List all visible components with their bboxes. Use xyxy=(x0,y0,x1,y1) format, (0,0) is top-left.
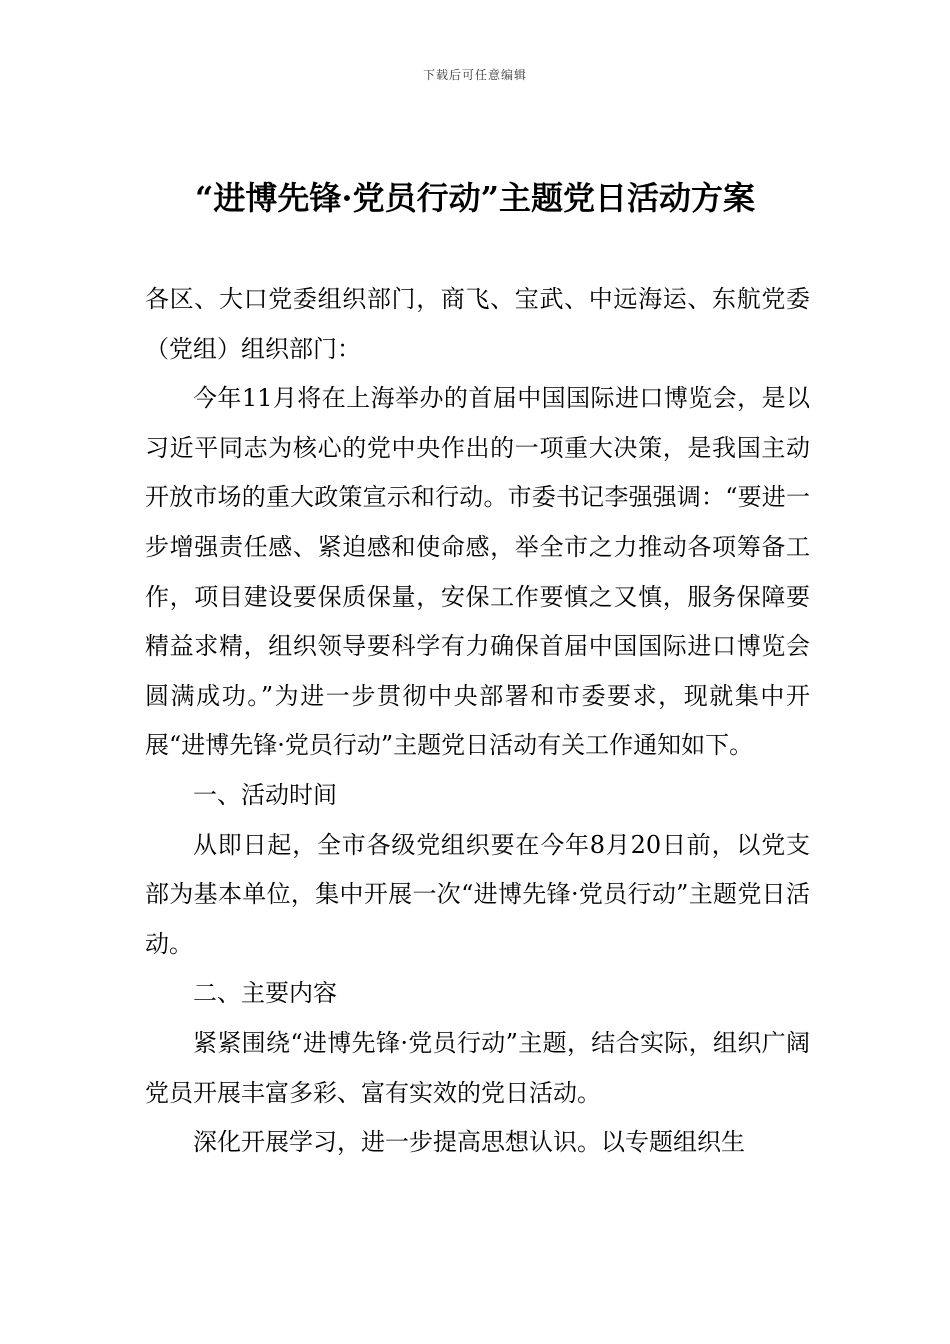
header-note: 下载后可任意编辑 xyxy=(422,68,527,82)
time-paragraph: 从即日起，全市各级党组织要在今年8月20日前，以党支部为基本单位，集中开展一次“进博先锋·党员行动”主题党日活动。 xyxy=(145,830,810,958)
section-heading-time: 一、活动时间 xyxy=(193,780,337,809)
document-body xyxy=(145,275,810,1168)
section-heading-content: 二、主要内容 xyxy=(193,979,337,1008)
salutation-paragraph: 各区、大口党委组织部门，商飞、宝武、中远海运、东航党委（党组）组织部门： xyxy=(145,285,810,363)
study-paragraph: 深化开展学习，进一步提高思想认识。以专题组织生 xyxy=(193,1128,745,1157)
intro-paragraph: 今年11月将在上海举办的首届中国国际进口博览会，是以习近平同志为核心的党中央作出的一项重大决策，是我国主动开放市场的重大政策宣示和行动。市委书记李强强调：“要进一步增强责任感、紧迫感和使命感，举全市之力推动各项筹备工作，项目建设要保质保量，安保工作要慎之又慎，服务保障要精益求精，组织领导要科学有力确保首届中国国际进口博览会圆满成功。”为进一步贯彻中央部署和市委要求，现就集中开展“进博先锋·党员行动”主题党日活动有关工作通知如下。 xyxy=(145,384,810,760)
document-title: “进博先锋·党员行动”主题党日活动方案 xyxy=(195,179,755,217)
content-paragraph: 紧紧围绕“进博先锋·党员行动”主题，结合实际，组织广阔党员开展丰富多彩、富有实效的党日活动。 xyxy=(145,1028,810,1107)
